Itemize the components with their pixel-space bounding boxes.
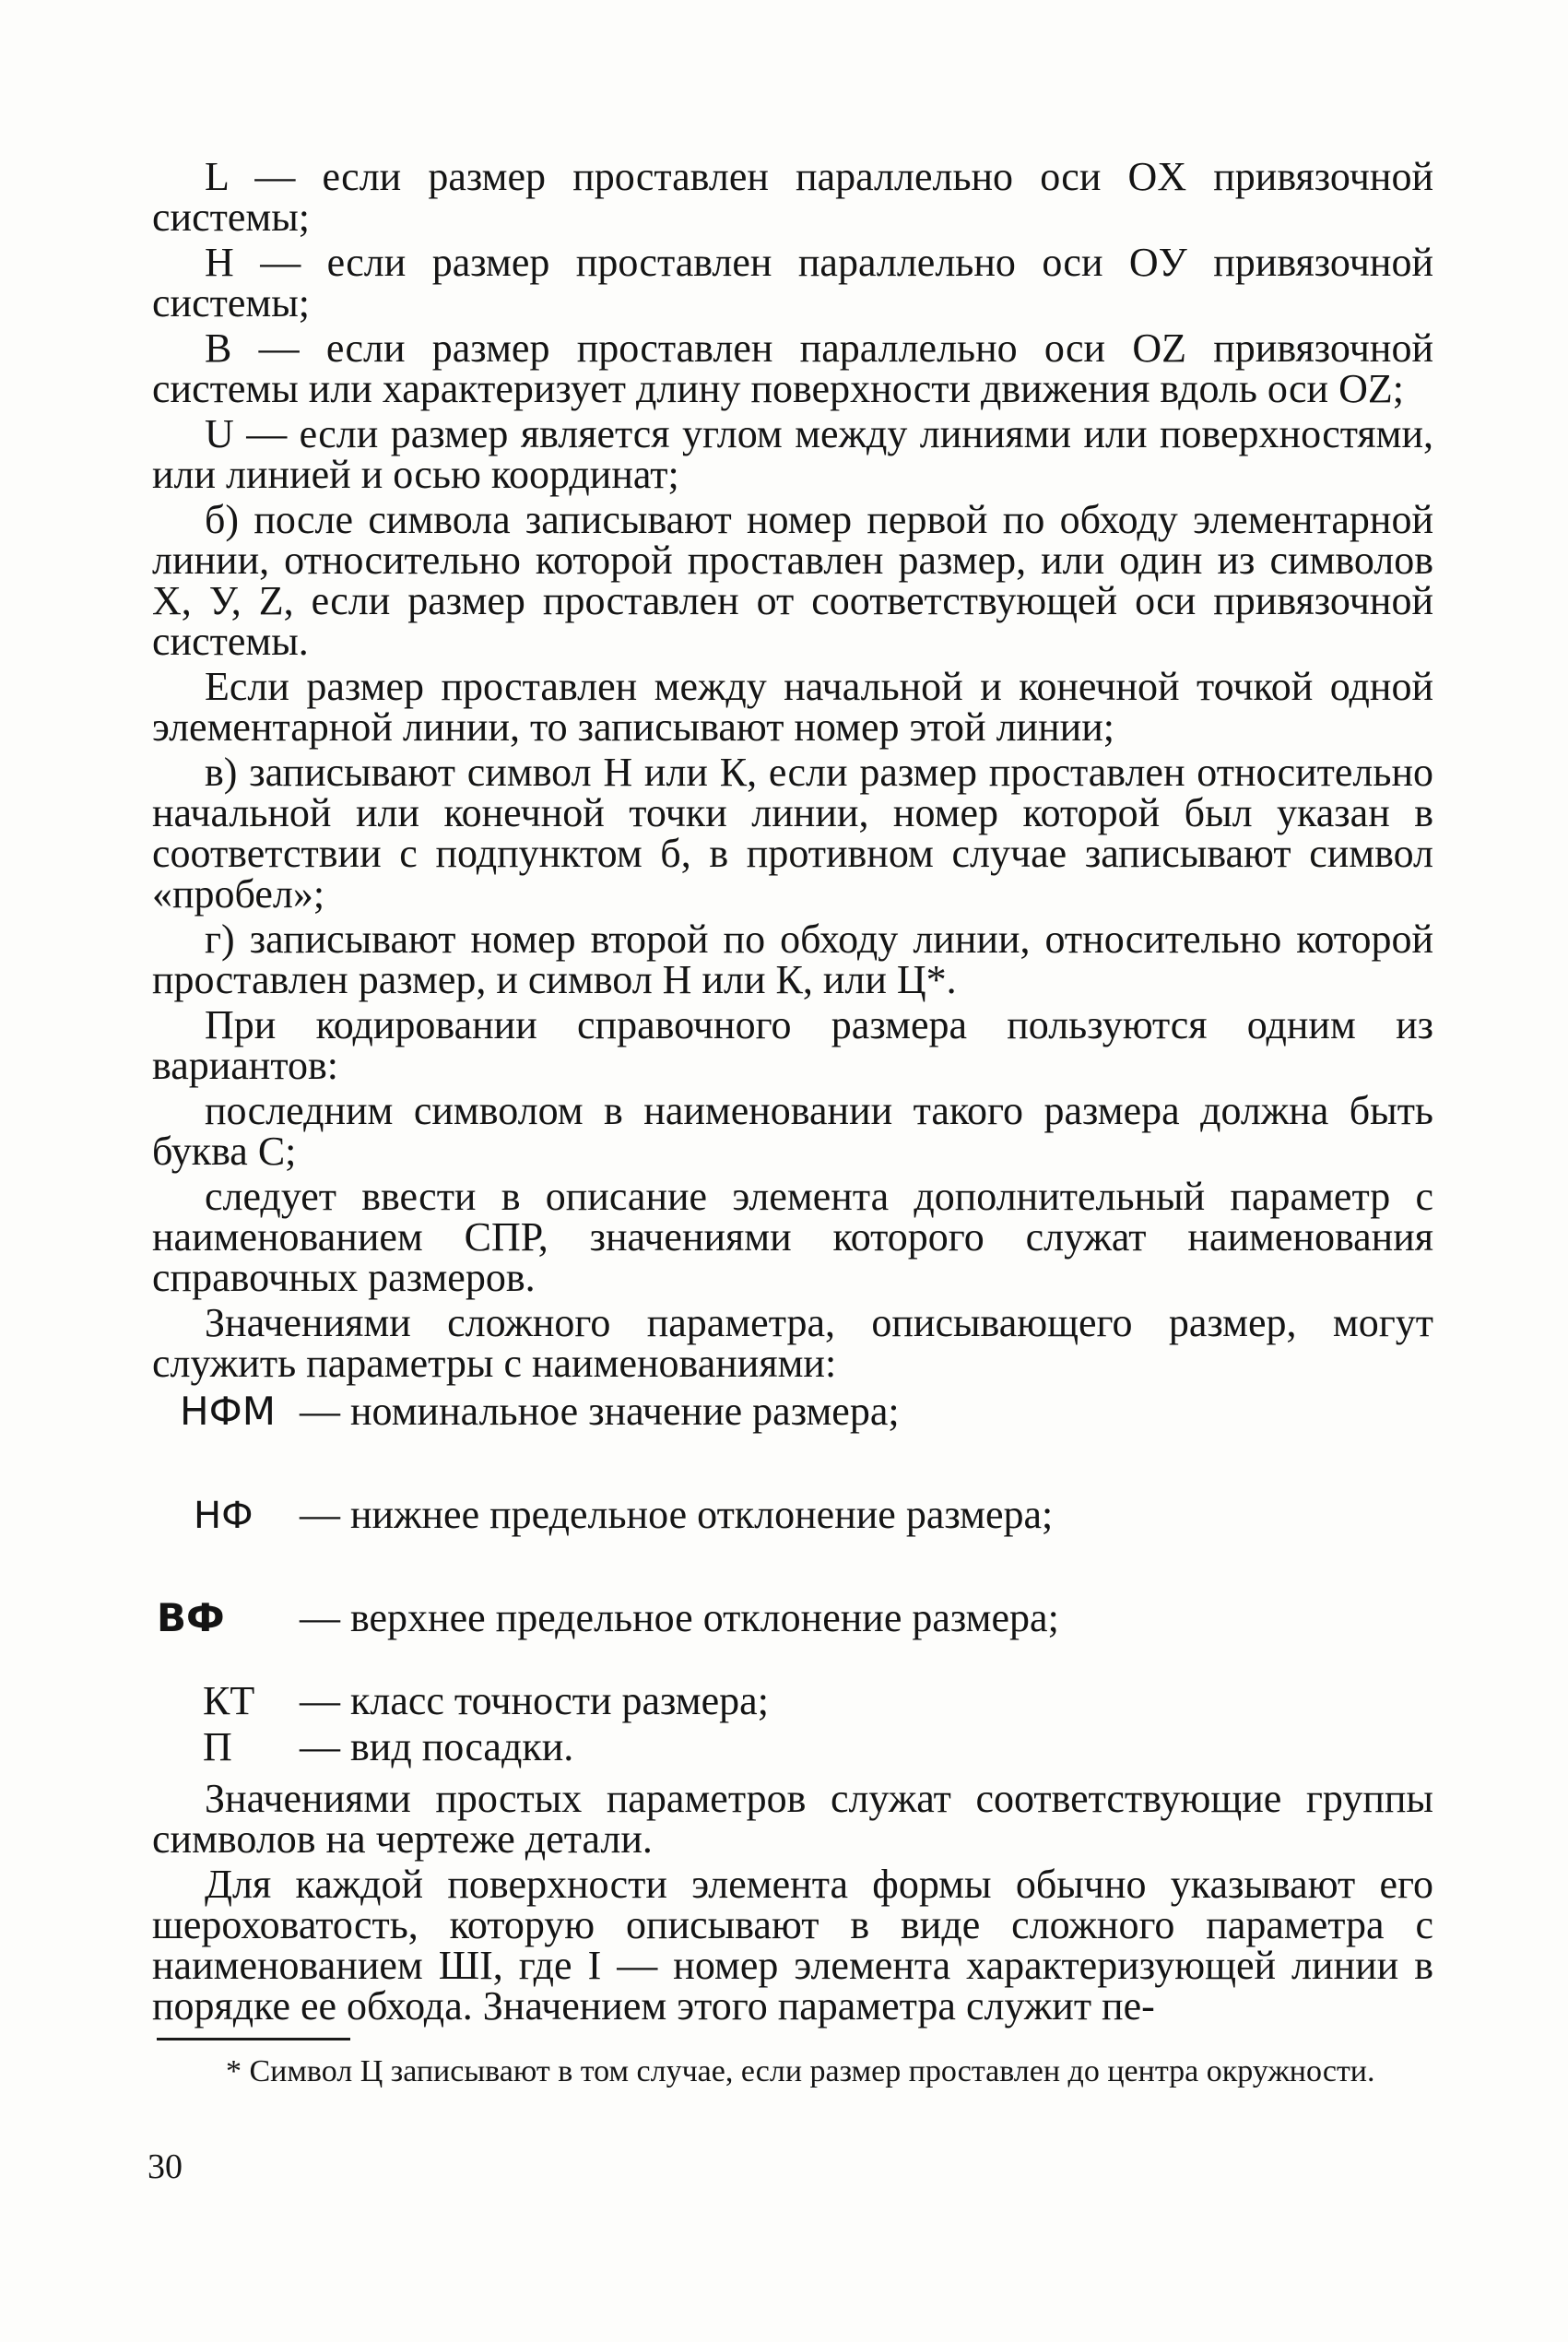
parameter-name: НФМ (180, 1389, 276, 1434)
parameter-name: ВФ (157, 1595, 225, 1640)
parameter-description: — класс точности размера; (300, 1678, 769, 1723)
paragraph-between-points: Если размер проставлен между начальной и конечной точкой одной элементарной линии, то записывают номер этой линии; (152, 664, 1433, 750)
paragraph-dimension-h: H — если размер проставлен параллельно оси OУ привязочной системы; (152, 240, 1433, 325)
paragraph-item-g: г) записывают номер второй по обходу линии, относительно которой проставлен размер, и символ Н или К, или Ц*. (152, 917, 1433, 1002)
footnote: * Символ Ц записывают в том случае, если размер проставлен до центра окружности. (226, 2054, 1375, 2088)
parameter-description: — вид посадки. (300, 1724, 574, 1769)
paragraph-simple-parameters: Значениями простых параметров служат соответствующие группы символов на чертеже детали. (152, 1776, 1433, 1862)
page-number: 30 (147, 2147, 183, 2186)
footnote-divider (157, 2038, 350, 2040)
paragraph-dimension-u: U — если размер является углом между линиями или поверхностями, или линией и осью координат; (152, 411, 1433, 497)
parameter-row (152, 1595, 1433, 1681)
parameter-row (152, 1678, 1433, 1727)
parameter-description: — верхнее предельное отклонение размера; (300, 1595, 1059, 1640)
parameter-name: НФ (194, 1495, 253, 1537)
paragraph-reference-dimension: При кодировании справочного размера пользуются одним из вариантов: (152, 1002, 1433, 1088)
parameter-name: П (203, 1724, 232, 1769)
body-text (152, 154, 1433, 2031)
paragraph-dimension-l: L — если размер проставлен параллельно оси OX привязочной системы; (152, 154, 1433, 240)
parameter-row (152, 1391, 1433, 1495)
paragraph-item-b: б) после символа записывают номер первой по обходу элементарной линии, относительно которой проставлен размер, или один из символов X, У, Z, если размер проставлен от соответствующей оси привязочной системы. (152, 497, 1433, 664)
paragraph-item-v: в) записывают символ Н или К, если размер проставлен относительно начальной или конечной точки линии, номер которой был указан в соответствии с подпунктом б, в противном случае записывают символ «пробел»; (152, 750, 1433, 917)
paragraph-roughness: Для каждой поверхности элемента формы обычно указывают его шероховатость, которую описывают в виде сложного параметра с наименованием ШI, где I — номер элемента характеризующей линии в порядке ее обхода. Значением этого параметра служит пе- (152, 1862, 1433, 2029)
parameter-name: КТ (203, 1678, 255, 1723)
parameter-list (152, 1391, 1433, 1775)
parameter-row (152, 1724, 1433, 1775)
paragraph-variant-1: последним символом в наименовании такого размера должна быть буква С; (152, 1088, 1433, 1174)
parameter-description: — номинальное значение размера; (300, 1389, 900, 1434)
parameter-description: — нижнее предельное отклонение размера; (300, 1492, 1054, 1537)
paragraph-dimension-b: B — если размер проставлен параллельно оси OZ привязочной системы или характеризует длину поверхности движения вдоль оси OZ; (152, 325, 1433, 411)
paragraph-complex-parameter: Значениями сложного параметра, описывающего размер, могут служить параметры с наименованиями: (152, 1300, 1433, 1386)
parameter-row (152, 1492, 1433, 1598)
paragraph-variant-2: следует ввести в описание элемента дополнительный параметр с наименованием СПР, значениями которого служат наименования справочных размеров. (152, 1174, 1433, 1300)
